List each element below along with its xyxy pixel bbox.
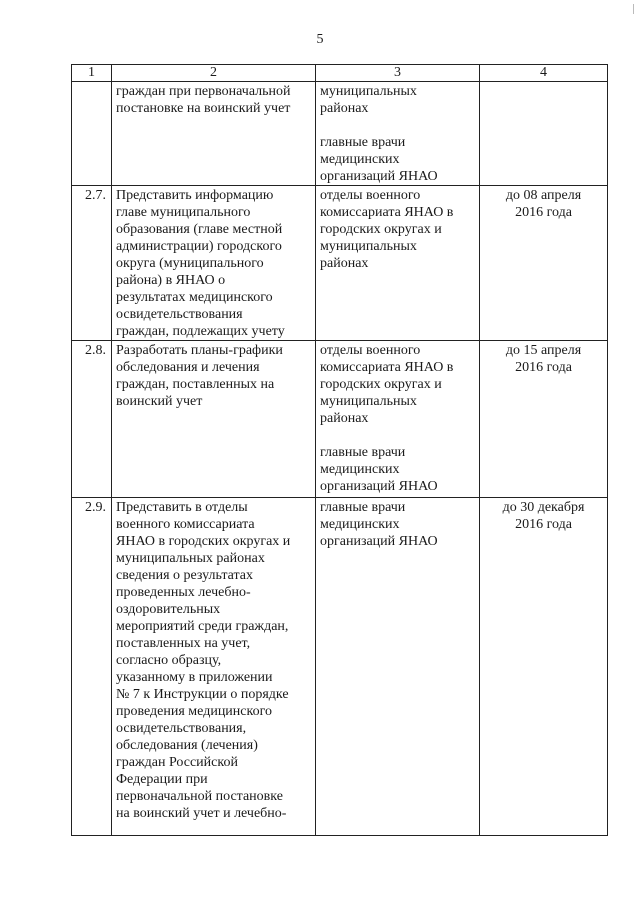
task-text-line: граждан, подлежащих учету	[116, 324, 285, 339]
responsible-text-line: муниципальных	[320, 394, 417, 409]
responsible-text-line: главные врачи	[320, 135, 406, 150]
task-text-line: согласно образцу,	[116, 653, 222, 668]
task-text-line: обследования (лечения)	[116, 738, 258, 753]
header-cell-2: 2	[112, 65, 316, 82]
task-text-line: сведения о результатах	[116, 568, 254, 583]
task-text-line: проведенных лечебно-	[116, 585, 251, 600]
responsible-text-line: отделы военного	[320, 188, 421, 203]
responsible-text-line: районах	[320, 101, 369, 116]
responsible-cell	[316, 82, 480, 186]
task-text-line: проведения медицинского	[116, 704, 272, 719]
task-text-line: района) в ЯНАО о	[116, 273, 226, 288]
task-text-line: на воинский учет и лечебно-	[116, 806, 287, 821]
task-text-line: граждан Российской	[116, 755, 238, 770]
task-text-line: Представить в отделы	[116, 500, 248, 515]
deadline-text-line: 2016 года	[515, 360, 572, 375]
table-row	[72, 498, 608, 836]
task-text-line: воинский учет	[116, 394, 203, 409]
deadline-text-line: до 08 апреля	[505, 188, 582, 203]
responsible-text-line: организаций ЯНАО	[320, 169, 438, 184]
deadline-cell	[480, 186, 608, 341]
row-number: 2.9.	[72, 498, 112, 836]
responsible-cell	[316, 498, 480, 836]
responsible-text-line: муниципальных	[320, 239, 417, 254]
task-text-line: указанному в приложении	[116, 670, 273, 685]
header-cell-4: 4	[480, 65, 608, 82]
responsible-text-line: городских округах и	[320, 377, 442, 392]
task-text-line: администрации) городского	[116, 239, 282, 254]
header-cell-1: 1	[72, 65, 112, 82]
task-text-line: освидетельствования,	[116, 721, 247, 736]
table-row	[72, 82, 608, 186]
task-text-line: военного комиссариата	[116, 517, 255, 532]
header-row	[72, 65, 608, 82]
task-text-line: образования (главе местной	[116, 222, 283, 237]
deadline-cell	[480, 341, 608, 498]
task-cell	[112, 186, 316, 341]
responsible-text-line: организаций ЯНАО	[320, 534, 438, 549]
responsible-text-line: муниципальных	[320, 84, 417, 99]
task-text-line: граждан при первоначальной	[116, 84, 291, 99]
responsible-text-line: районах	[320, 411, 369, 426]
paragraph-gap	[320, 117, 475, 134]
task-text-line: постановке на воинский учет	[116, 101, 291, 116]
task-text-line: муниципальных районах	[116, 551, 265, 566]
deadline-text-line: до 15 апреля	[505, 343, 582, 358]
responsible-text-line: медицинских	[320, 462, 400, 477]
responsible-text-line: медицинских	[320, 517, 400, 532]
task-text-line: первоначальной постановке	[116, 789, 283, 804]
deadline-text-line: до 30 декабря	[502, 500, 585, 515]
row-number: 2.7.	[72, 186, 112, 341]
task-text-line: освидетельствования	[116, 307, 243, 322]
task-text-line: обследования и лечения	[116, 360, 260, 375]
responsible-cell	[316, 341, 480, 498]
table-row	[72, 341, 608, 498]
paragraph-gap	[320, 427, 475, 444]
task-cell	[112, 341, 316, 498]
task-text-line: № 7 к Инструкции о порядке	[116, 687, 289, 702]
task-cell	[112, 82, 316, 186]
header-cell-3: 3	[316, 65, 480, 82]
responsible-text-line: главные врачи	[320, 445, 406, 460]
responsible-text-line: районах	[320, 256, 369, 271]
task-text-line: поставленных на учет,	[116, 636, 251, 651]
task-text-line: граждан, поставленных на	[116, 377, 275, 392]
deadline-cell	[480, 498, 608, 836]
task-text-line: Федерации при	[116, 772, 208, 787]
responsible-text-line: отделы военного	[320, 343, 421, 358]
responsible-text-line: организаций ЯНАО	[320, 479, 438, 494]
responsible-text-line: комиссариата ЯНАО в	[320, 205, 454, 220]
deadline-text-line: 2016 года	[515, 517, 572, 532]
responsible-text-line: медицинских	[320, 152, 400, 167]
task-text-line: ЯНАО в городских округах и	[116, 534, 291, 549]
page-number: 5	[316, 32, 324, 47]
responsible-cell	[316, 186, 480, 341]
task-cell	[112, 498, 316, 836]
row-number: 2.8.	[72, 341, 112, 498]
task-text-line: оздоровительных	[116, 602, 221, 617]
responsible-text-line: главные врачи	[320, 500, 406, 515]
task-text-line: главе муниципального	[116, 205, 251, 220]
task-text-line: мероприятий среди граждан,	[116, 619, 289, 634]
task-text-line: Разработать планы-графики	[116, 343, 283, 358]
task-text-line: Представить информацию	[116, 188, 274, 203]
scan-edge-mark	[633, 4, 634, 14]
deadline-cell	[480, 82, 608, 186]
task-text-line: округа (муниципального	[116, 256, 264, 271]
task-text-line: результатах медицинского	[116, 290, 273, 305]
plan-table	[71, 64, 608, 836]
responsible-text-line: комиссариата ЯНАО в	[320, 360, 454, 375]
deadline-text-line: 2016 года	[515, 205, 572, 220]
responsible-text-line: городских округах и	[320, 222, 442, 237]
row-number	[72, 82, 112, 186]
table-row	[72, 186, 608, 341]
